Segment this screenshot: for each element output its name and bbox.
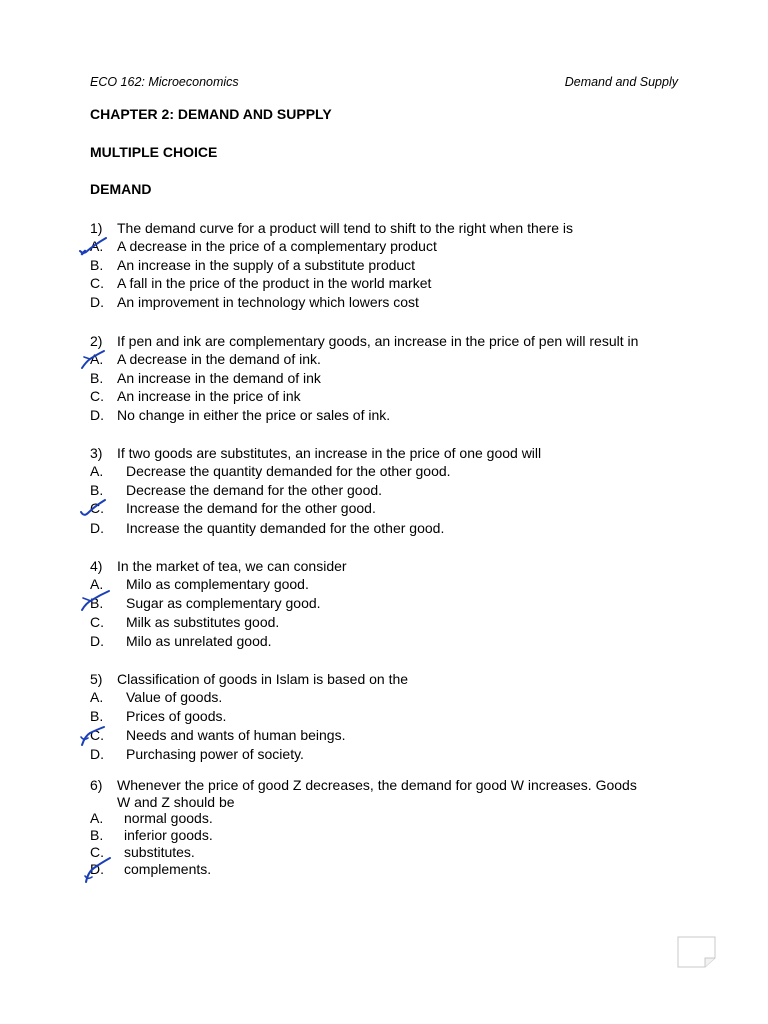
question-number: 6) <box>90 777 103 793</box>
option-text: Milk as substitutes good. <box>126 614 280 630</box>
option-text: inferior goods. <box>124 827 213 843</box>
option-letter: D. <box>90 746 104 762</box>
option-text: Increase the demand for the other good. <box>126 500 376 516</box>
option-letter: D. <box>90 520 104 536</box>
chapter-title: CHAPTER 2: DEMAND AND SUPPLY <box>90 106 332 122</box>
question-text: Classification of goods in Islam is based on the <box>117 671 409 687</box>
checkmark-icon <box>78 349 108 371</box>
option-letter: C. <box>90 844 104 860</box>
option-letter: A. <box>90 463 104 479</box>
question-text: If two goods are substitutes, an increase in the price of one good will <box>117 445 542 461</box>
checkmark-icon <box>78 724 108 748</box>
option-text: Prices of goods. <box>126 708 227 724</box>
option-text: A decrease in the price of a complementary product <box>117 238 437 254</box>
option-text: Milo as complementary good. <box>126 576 309 592</box>
option-text: Needs and wants of human beings. <box>126 727 346 743</box>
option-letter: C. <box>90 500 104 516</box>
option-letter: D. <box>90 407 104 423</box>
question-number: 3) <box>90 445 103 461</box>
option-text: complements. <box>124 861 212 877</box>
checkmark-icon <box>78 589 112 615</box>
question-text: If pen and ink are complementary goods, an increase in the price of pen will result in <box>117 333 639 349</box>
page-curl-icon <box>677 936 717 973</box>
option-text: substitutes. <box>124 844 195 860</box>
checkmark-icon <box>78 236 108 258</box>
question-number: 5) <box>90 671 103 687</box>
option-text: Purchasing power of society. <box>126 746 304 762</box>
option-letter: A. <box>90 238 104 254</box>
question-text: The demand curve for a product will tend to shift to the right when there is <box>117 220 574 236</box>
option-text: A fall in the price of the product in the world market <box>117 275 432 291</box>
section-title: MULTIPLE CHOICE <box>90 144 218 160</box>
option-text: normal goods. <box>124 810 213 826</box>
option-letter: A. <box>90 689 104 705</box>
question-text: In the market of tea, we can consider <box>117 558 347 574</box>
option-letter: B. <box>90 708 104 724</box>
option-letter: D. <box>90 861 104 877</box>
question-number: 2) <box>90 333 103 349</box>
option-letter: A. <box>90 351 104 367</box>
option-text: An increase in the price of ink <box>117 388 301 404</box>
option-letter: C. <box>90 614 104 630</box>
option-text: An improvement in technology which lowers cost <box>117 294 419 310</box>
option-letter: B. <box>90 482 104 498</box>
checkmark-icon <box>78 497 108 519</box>
option-text: No change in either the price or sales of ink. <box>117 407 391 423</box>
checkmark-icon <box>78 856 112 884</box>
option-letter: D. <box>90 633 104 649</box>
question-text: W and Z should be <box>117 794 235 810</box>
header-course: ECO 162: Microeconomics <box>90 75 239 89</box>
option-text: An increase in the demand of ink <box>117 370 321 386</box>
option-text: Sugar as complementary good. <box>126 595 321 611</box>
option-text: Increase the quantity demanded for the other good. <box>126 520 445 536</box>
question-number: 1) <box>90 220 103 236</box>
option-letter: A. <box>90 576 104 592</box>
option-letter: B. <box>90 827 104 843</box>
option-letter: D. <box>90 294 104 310</box>
option-letter: B. <box>90 595 104 611</box>
option-text: A decrease in the demand of ink. <box>117 351 321 367</box>
option-letter: C. <box>90 388 104 404</box>
option-letter: C. <box>90 727 104 743</box>
subsection-title: DEMAND <box>90 181 152 197</box>
option-letter: A. <box>90 810 104 826</box>
option-text: Milo as unrelated good. <box>126 633 272 649</box>
question-text: Whenever the price of good Z decreases, the demand for good W increases. Goods <box>117 777 637 793</box>
option-text: Value of goods. <box>126 689 223 705</box>
option-text: Decrease the quantity demanded for the other good. <box>126 463 451 479</box>
option-letter: B. <box>90 370 104 386</box>
header-topic: Demand and Supply <box>564 75 678 89</box>
option-letter: C. <box>90 275 104 291</box>
question-number: 4) <box>90 558 103 574</box>
option-letter: B. <box>90 257 104 273</box>
option-text: An increase in the supply of a substitute product <box>117 257 416 273</box>
option-text: Decrease the demand for the other good. <box>126 482 383 498</box>
